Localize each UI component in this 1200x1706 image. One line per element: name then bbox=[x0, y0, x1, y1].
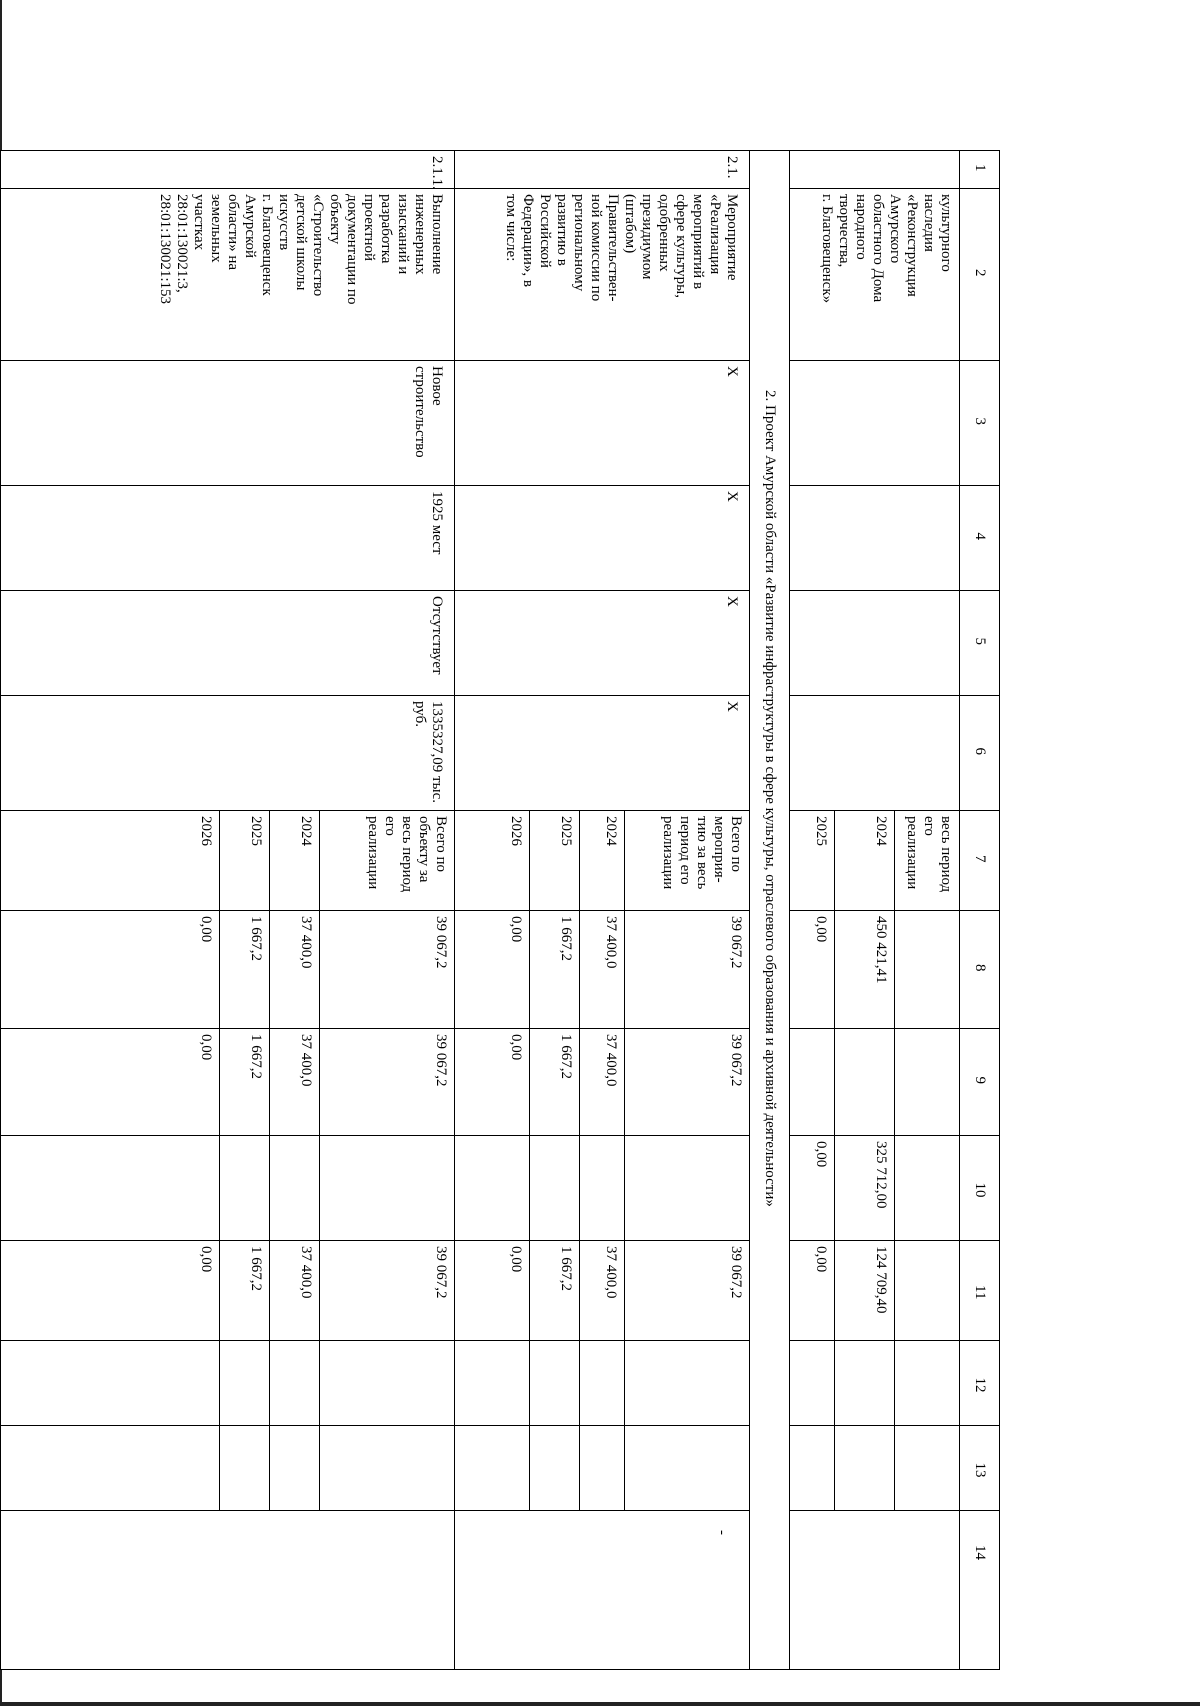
col-line-block bbox=[0, 910, 750, 911]
block1-r3-c11: 0,00 bbox=[508, 1246, 524, 1273]
col-header-11: 11 bbox=[972, 1285, 988, 1300]
col-line-header bbox=[960, 1028, 1000, 1029]
rotated-table bbox=[0, 150, 1000, 1670]
col-line-header bbox=[960, 1510, 1000, 1511]
col-line-block bbox=[0, 188, 750, 189]
block1-r3-c7: 2026 bbox=[508, 816, 524, 846]
block0-r0-c7: весь период его реализации bbox=[904, 816, 954, 893]
block1-r1-c11: 37 400,0 bbox=[603, 1246, 619, 1299]
block2-r3-c9: 0,00 bbox=[198, 1034, 214, 1061]
col-line-block0 bbox=[790, 695, 960, 696]
col-line-block0 bbox=[790, 810, 960, 811]
block1-r3-c8: 0,00 bbox=[508, 916, 524, 943]
block1-r0-c7: Всего по мероприя- тию за весь период его реализации bbox=[660, 816, 744, 890]
block1-c5: Х bbox=[724, 596, 740, 607]
block2-c3: Новое строительство bbox=[412, 366, 445, 458]
block0-r2-c10: 0,00 bbox=[813, 1141, 829, 1168]
col-header-3: 3 bbox=[972, 417, 988, 425]
block1-r0-c11: 39 067,2 bbox=[728, 1246, 744, 1299]
block2-r0-c11: 39 067,2 bbox=[433, 1246, 449, 1299]
block0-col2: культурного наследия «Реконструкция Амурского областного Дома народного творчества, г. Благовещенск» bbox=[819, 194, 954, 304]
col-header-6: 6 bbox=[972, 747, 988, 755]
col-line-header bbox=[960, 1240, 1000, 1241]
col-line-header bbox=[960, 810, 1000, 811]
block2-c1: 2.1.1. bbox=[429, 156, 445, 190]
block1-c6: Х bbox=[724, 701, 740, 712]
block0-r2-c8: 0,00 bbox=[813, 916, 829, 943]
block1-r0-c8: 39 067,2 bbox=[728, 916, 744, 969]
col-line-header bbox=[960, 188, 1000, 189]
table-border-left bbox=[0, 150, 1000, 151]
col-header-14: 14 bbox=[972, 1545, 988, 1560]
col-header-5: 5 bbox=[972, 637, 988, 645]
block1-r2-c8: 1 667,2 bbox=[558, 916, 574, 961]
col-header-10: 10 bbox=[972, 1182, 988, 1198]
block0-r2-c7: 2025 bbox=[813, 816, 829, 846]
col-line-header bbox=[960, 695, 1000, 696]
col-line-block bbox=[0, 695, 750, 696]
block2-c6: 1335327,09 тыс. руб. bbox=[412, 701, 445, 804]
col-line-block bbox=[0, 1240, 750, 1241]
block1-c1: 2.1. bbox=[724, 156, 740, 179]
col-header-1: 1 bbox=[972, 164, 988, 172]
col-line-block bbox=[0, 590, 750, 591]
block1-subrow-line bbox=[529, 810, 530, 1510]
col-line-block bbox=[0, 1510, 750, 1511]
block0-subrow-line bbox=[894, 810, 895, 1510]
col-line-block bbox=[0, 485, 750, 486]
col-line-block bbox=[0, 360, 750, 361]
col-line-block0 bbox=[790, 1425, 960, 1426]
col-header-4: 4 bbox=[972, 532, 988, 540]
block0-r2-c11: 0,00 bbox=[813, 1246, 829, 1273]
col-header-12: 12 bbox=[972, 1377, 988, 1393]
block1-r0-c9: 39 067,2 bbox=[728, 1034, 744, 1087]
col-line-block bbox=[0, 1135, 750, 1136]
table-border-right bbox=[0, 1669, 1000, 1670]
col-line-block bbox=[0, 810, 750, 811]
block0-subrow-line bbox=[834, 810, 835, 1510]
block2-subrow-line bbox=[219, 810, 220, 1510]
col-line-block0 bbox=[790, 590, 960, 591]
col-header-7: 7 bbox=[972, 855, 988, 863]
block1-subrow-line bbox=[579, 810, 580, 1510]
section-title: 2. Проект Амурской области «Развитие инфраструктуры в сфере культуры, отраслевого образования и архивной деятельности» bbox=[762, 390, 778, 1207]
block1-r2-c7: 2025 bbox=[558, 816, 574, 846]
col-line-block bbox=[0, 1028, 750, 1029]
block0-r1-c8: 450 421,41 bbox=[873, 916, 889, 984]
block2-r3-c7: 2026 bbox=[198, 816, 214, 846]
col-header-13: 13 bbox=[972, 1462, 988, 1478]
col-line-block bbox=[0, 1340, 750, 1341]
col-line-header bbox=[960, 485, 1000, 486]
col-line-block0 bbox=[790, 188, 960, 189]
block2-r3-c11: 0,00 bbox=[198, 1246, 214, 1273]
block1-subrow-line bbox=[624, 810, 625, 1510]
col-line-block0 bbox=[790, 1135, 960, 1136]
block2-r2-c11: 1 667,2 bbox=[248, 1246, 264, 1291]
block1-r2-c9: 1 667,2 bbox=[558, 1034, 574, 1079]
block2-r0-c7: Всего по объекту за весь период его реализации bbox=[365, 816, 449, 893]
block1-r1-c7: 2024 bbox=[603, 816, 619, 846]
col-line-block0 bbox=[790, 360, 960, 361]
col-line-block0 bbox=[790, 1240, 960, 1241]
block2-r1-c8: 37 400,0 bbox=[298, 916, 314, 969]
block0-r1-c7: 2024 bbox=[873, 816, 889, 846]
col-line-block0 bbox=[790, 1028, 960, 1029]
col-line-block0 bbox=[790, 910, 960, 911]
col-line-header bbox=[960, 1425, 1000, 1426]
col-line-block0 bbox=[790, 485, 960, 486]
block2-r1-c11: 37 400,0 bbox=[298, 1246, 314, 1299]
block2-c5: Отсутствует bbox=[429, 596, 445, 675]
block2-r1-c7: 2024 bbox=[298, 816, 314, 846]
block0-r1-c11: 124 709,40 bbox=[873, 1246, 889, 1314]
block2-r1-c9: 37 400,0 bbox=[298, 1034, 314, 1087]
block1-r3-c9: 0,00 bbox=[508, 1034, 524, 1061]
col-header-2: 2 bbox=[972, 269, 988, 277]
block2-c2: Выполнение инженерных изысканий и разработка проектной документации по объекту «Строительство детской школы искусств г. Благовещенск Амурской области» на земельных участках 28:01:130021:3, 28:01:130021:153 bbox=[157, 194, 445, 305]
block2-subrow-line bbox=[269, 810, 270, 1510]
col-line-header bbox=[960, 1135, 1000, 1136]
block2-c4: 1925 мест bbox=[429, 491, 445, 555]
col-line-header bbox=[960, 910, 1000, 911]
block2-r0-c8: 39 067,2 bbox=[433, 916, 449, 969]
block1-c3: Х bbox=[724, 366, 740, 377]
block2-subrow-line bbox=[319, 810, 320, 1510]
block1-r1-c8: 37 400,0 bbox=[603, 916, 619, 969]
table-grid bbox=[0, 150, 1000, 1670]
block1-c14: - bbox=[714, 1530, 730, 1535]
block1-r2-c11: 1 667,2 bbox=[558, 1246, 574, 1291]
col-line-header bbox=[960, 590, 1000, 591]
block2-r2-c7: 2025 bbox=[248, 816, 264, 846]
col-line-block0 bbox=[790, 1340, 960, 1341]
col-line-header bbox=[960, 1340, 1000, 1341]
page-edge-bottom bbox=[0, 1702, 1200, 1706]
block1-c2: Мероприятие «Реализация мероприятий в сфере культуры, одобренных президиумом (штабом) Правительствен- ной комиссии по региональному развитию в Российской Федерации», в том числе: bbox=[503, 194, 740, 302]
block1-r1-c9: 37 400,0 bbox=[603, 1034, 619, 1087]
col-header-8: 8 bbox=[972, 964, 988, 972]
block1-c4: Х bbox=[724, 491, 740, 502]
block2-r2-c9: 1 667,2 bbox=[248, 1034, 264, 1079]
col-header-9: 9 bbox=[972, 1076, 988, 1084]
block2-r2-c8: 1 667,2 bbox=[248, 916, 264, 961]
col-line-block0 bbox=[790, 1510, 960, 1511]
col-line-header bbox=[960, 360, 1000, 361]
block2-r3-c8: 0,00 bbox=[198, 916, 214, 943]
block2-r0-c9: 39 067,2 bbox=[433, 1034, 449, 1087]
col-line-block bbox=[0, 1425, 750, 1426]
block0-r1-c10: 325 712,00 bbox=[873, 1141, 889, 1209]
